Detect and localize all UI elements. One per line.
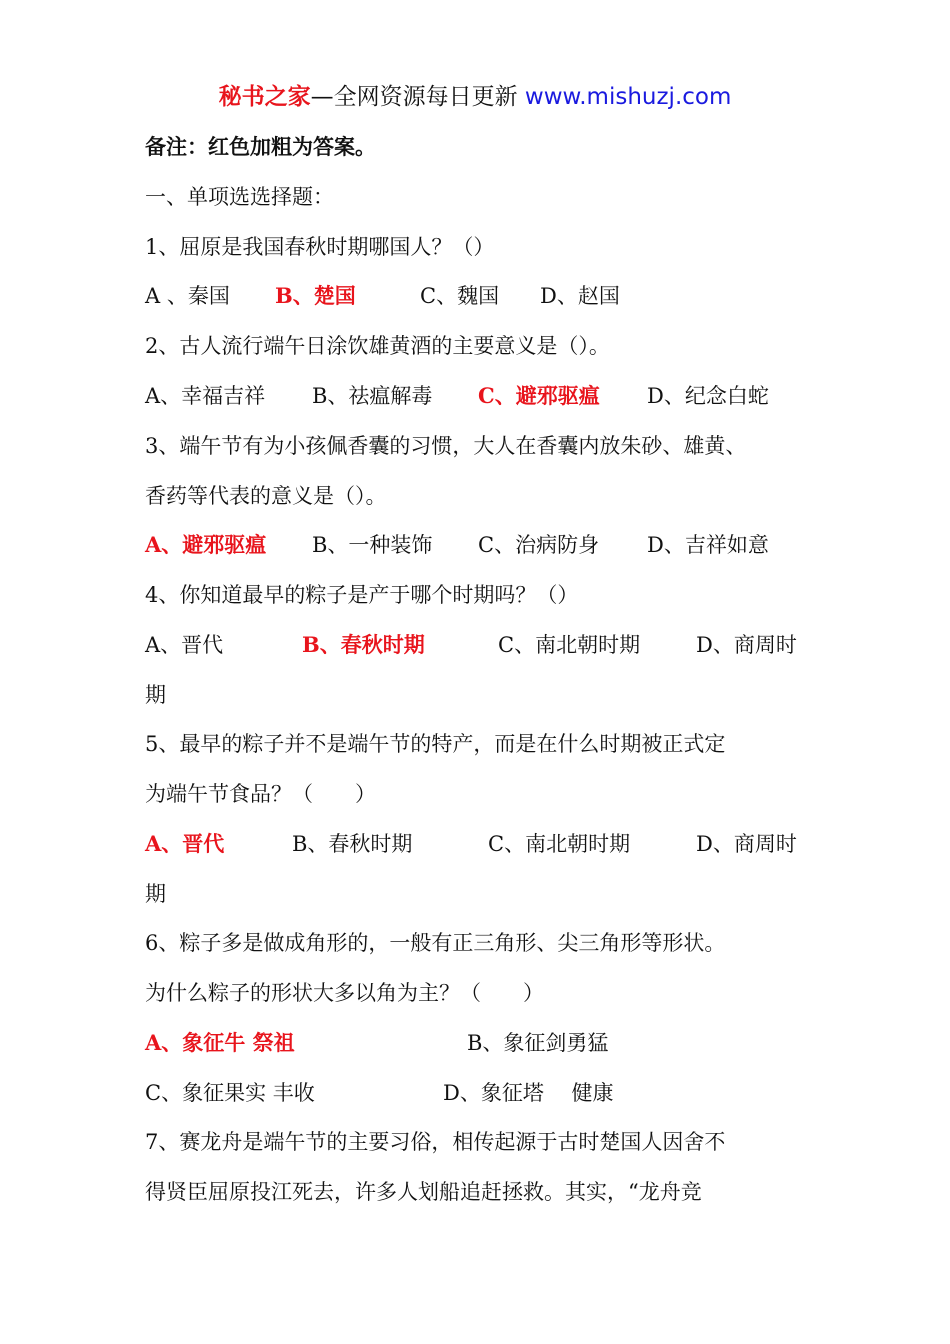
section-title: 一、单项选选择题：	[145, 185, 334, 209]
option-b: B、祛瘟解毒	[312, 384, 433, 408]
option-d: D、商周时	[696, 832, 797, 856]
option-b-answer: B、春秋时期	[302, 632, 425, 657]
question-5-text-line2: 为端午节食品？（ ）	[145, 782, 376, 806]
option-c: C、魏国	[420, 284, 500, 308]
question-5-option-d-continued: 期	[145, 882, 166, 906]
question-4-text: 4、你知道最早的粽子是产于哪个时期吗？（）	[145, 583, 579, 607]
header-tagline: —全网资源每日更新	[310, 84, 525, 110]
question-4-option-d-continued: 期	[145, 683, 166, 707]
question-2-text: 2、古人流行端午日涂饮雄黄酒的主要意义是（）。	[145, 334, 610, 358]
option-a-answer: A、避邪驱瘟	[145, 532, 267, 557]
option-a: A 、秦国	[145, 284, 230, 308]
option-d: D、纪念白蛇	[647, 384, 769, 408]
question-5-text-line1: 5、最早的粽子并不是端午节的特产，而是在什么时期被正式定	[145, 732, 726, 756]
option-a-answer: A、晋代	[145, 831, 225, 856]
option-c: C、治病防身	[478, 533, 600, 557]
option-d: D、吉祥如意	[647, 533, 769, 557]
option-c: C、象征果实 丰收	[145, 1081, 315, 1105]
question-1-text: 1、屈原是我国春秋时期哪国人？（）	[145, 235, 495, 259]
site-header	[0, 78, 950, 111]
question-7-text-line2: 得贤臣屈原投江死去，许多人划船追赶拯救。其实，“龙舟竞	[145, 1180, 702, 1204]
brand-name: 秘书之家	[218, 84, 311, 110]
question-6-text-line2: 为什么粽子的形状大多以角为主？（ ）	[145, 981, 544, 1005]
question-7-text-line1: 7、赛龙舟是端午节的主要习俗，相传起源于古时楚国人因舍不	[145, 1130, 726, 1154]
option-d: D、商周时	[696, 633, 797, 657]
answer-note: 备注：红色加粗为答案。	[145, 134, 376, 159]
option-d: D、赵国	[540, 284, 620, 308]
option-a-answer: A、象征牛 祭祖	[145, 1030, 295, 1055]
question-3-text-line2: 香药等代表的意义是（）。	[145, 484, 387, 508]
option-c: C、南北朝时期	[488, 832, 631, 856]
option-b: B、春秋时期	[292, 832, 413, 856]
option-a: A、幸福吉祥	[145, 384, 266, 408]
question-6-text-line1: 6、粽子多是做成角形的，一般有正三角形、尖三角形等形状。	[145, 931, 726, 955]
option-b-answer: B、楚国	[275, 283, 356, 308]
site-url-link[interactable]: www.mishuzj.com	[524, 84, 732, 110]
option-a: A、晋代	[145, 633, 224, 657]
option-b: B、象征剑勇猛	[467, 1031, 609, 1055]
option-d: D、象征塔 健康	[443, 1081, 614, 1105]
option-c-answer: C、避邪驱瘟	[478, 383, 600, 408]
option-b: B、一种装饰	[312, 533, 433, 557]
question-3-text-line1: 3、端午节有为小孩佩香囊的习惯，大人在香囊内放朱砂、雄黄、	[145, 434, 747, 458]
option-c: C、南北朝时期	[498, 633, 641, 657]
